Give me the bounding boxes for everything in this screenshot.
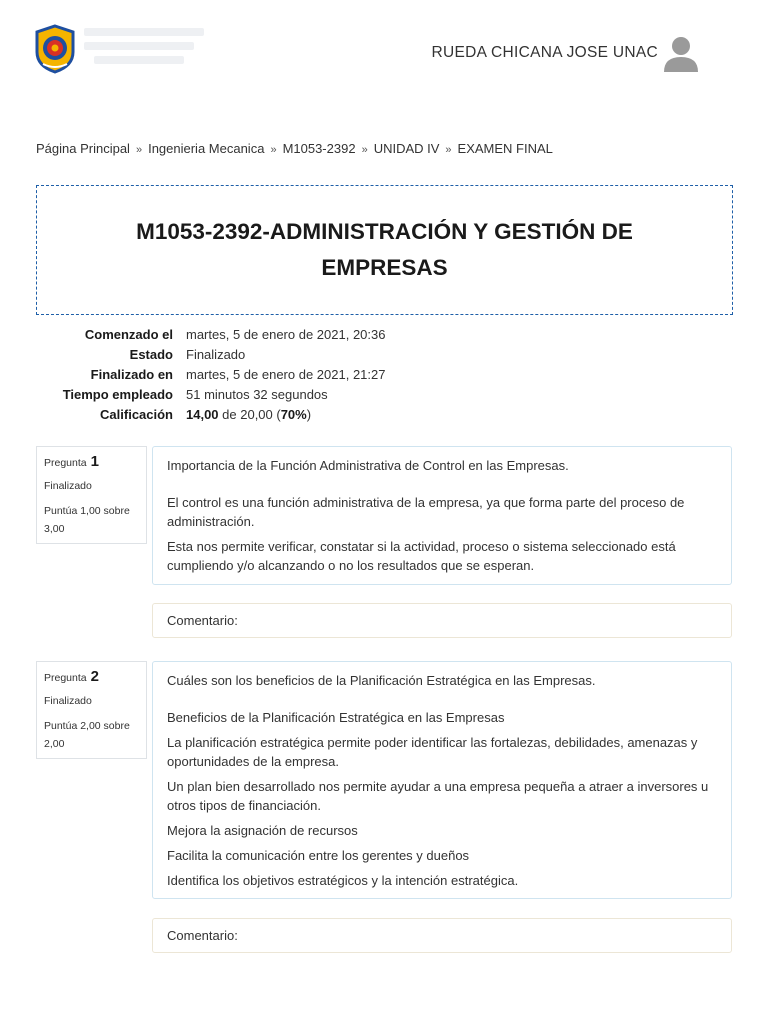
site-header: [0, 0, 768, 110]
summary-row-started: [36, 325, 733, 345]
question-content: [152, 446, 732, 585]
summary-label: Estado: [129, 347, 173, 362]
answer-paragraph: El control es una función administrativa de la empresa, ya que forma parte del proceso de administración.: [167, 495, 685, 529]
summary-row-state: [36, 345, 733, 365]
breadcrumb: [36, 141, 553, 156]
answer-paragraph: Un plan bien desarrollado nos permite ayudar a una empresa pequeña a atraer a inversores u otros tipos de financiación.: [167, 779, 709, 813]
question-info: [36, 661, 147, 759]
logo-wordmark: [84, 28, 214, 70]
grade-total: de 20,00 (: [218, 407, 281, 422]
summary-value: Finalizado: [186, 347, 246, 362]
question-comment: Comentario:: [152, 603, 732, 638]
summary-label: Calificación: [100, 407, 173, 422]
summary-label: Comenzado el: [84, 327, 173, 342]
breadcrumb-separator-icon: »: [135, 144, 143, 156]
summary-row-finished: [36, 365, 733, 385]
question-content: [152, 661, 732, 899]
breadcrumb-separator-icon: »: [445, 144, 452, 156]
summary-row-grade: [36, 405, 733, 425]
question-number-value: 2: [90, 668, 99, 685]
summary-label: Finalizado en: [90, 367, 173, 382]
question-grade: Puntúa 2,00 sobre 2,00: [44, 720, 130, 750]
grade-percent: 70%: [280, 407, 307, 422]
breadcrumb-course-category[interactable]: Ingenieria Mecanica: [148, 141, 265, 156]
answer-paragraph: Identifica los objetivos estratégicos y la intención estratégica.: [167, 873, 519, 888]
question-grade: Puntúa 1,00 sobre 3,00: [44, 505, 130, 535]
page-title-box: [36, 185, 733, 315]
grade-score: 14,00: [186, 407, 219, 422]
breadcrumb-exam[interactable]: EXAMEN FINAL: [457, 141, 553, 156]
answer-paragraph: Mejora la asignación de recursos: [167, 823, 358, 838]
attempt-summary: [36, 325, 733, 425]
user-name[interactable]: RUEDA CHICANA JOSE UNAC: [431, 44, 658, 61]
question-number: [44, 453, 140, 470]
answer-paragraph: Beneficios de la Planificación Estratégica en las Empresas: [167, 710, 505, 725]
question-state: Finalizado: [44, 480, 92, 492]
breadcrumb-unit[interactable]: UNIDAD IV: [373, 141, 440, 156]
breadcrumb-home[interactable]: Página Principal: [36, 141, 130, 156]
grade-close: ): [306, 407, 312, 422]
summary-row-time: [36, 385, 733, 405]
breadcrumb-separator-icon: »: [361, 144, 368, 156]
answer-paragraph: La planificación estratégica permite poder identificar las fortalezas, debilidades, amenazas y oportunidades de la empresa.: [167, 735, 698, 769]
question-comment: Comentario:: [152, 918, 732, 953]
question-label: Pregunta: [44, 457, 87, 469]
breadcrumb-course[interactable]: M1053-2392: [282, 141, 356, 156]
answer-paragraph: Esta nos permite verificar, constatar si la actividad, proceso o sistema seleccionado está cumpliendo y/o alcanzando o no los resultados que se esperan.: [167, 539, 676, 573]
question-prompt: Cuáles son los beneficios de la Planificación Estratégica en las Empresas.: [167, 673, 596, 688]
question-info: [36, 446, 147, 544]
summary-value: martes, 5 de enero de 2021, 21:27: [186, 367, 386, 382]
answer-paragraph: Facilita la comunicación entre los gerentes y dueños: [167, 848, 470, 863]
page-title: M1053-2392-ADMINISTRACIÓN Y GESTIÓN DE EMPRESAS: [136, 219, 633, 280]
question-number: [44, 668, 140, 685]
summary-label: Tiempo empleado: [62, 387, 173, 402]
user-icon[interactable]: [662, 36, 700, 72]
breadcrumb-separator-icon: »: [270, 144, 277, 156]
summary-value: [186, 405, 311, 425]
question-number-value: 1: [90, 453, 99, 470]
university-seal-icon[interactable]: [34, 24, 76, 74]
summary-value: 51 minutos 32 segundos: [186, 387, 328, 402]
summary-value: martes, 5 de enero de 2021, 20:36: [186, 327, 386, 342]
question-prompt: Importancia de la Función Administrativa de Control en las Empresas.: [167, 458, 569, 473]
question-state: Finalizado: [44, 695, 92, 707]
question-label: Pregunta: [44, 672, 87, 684]
